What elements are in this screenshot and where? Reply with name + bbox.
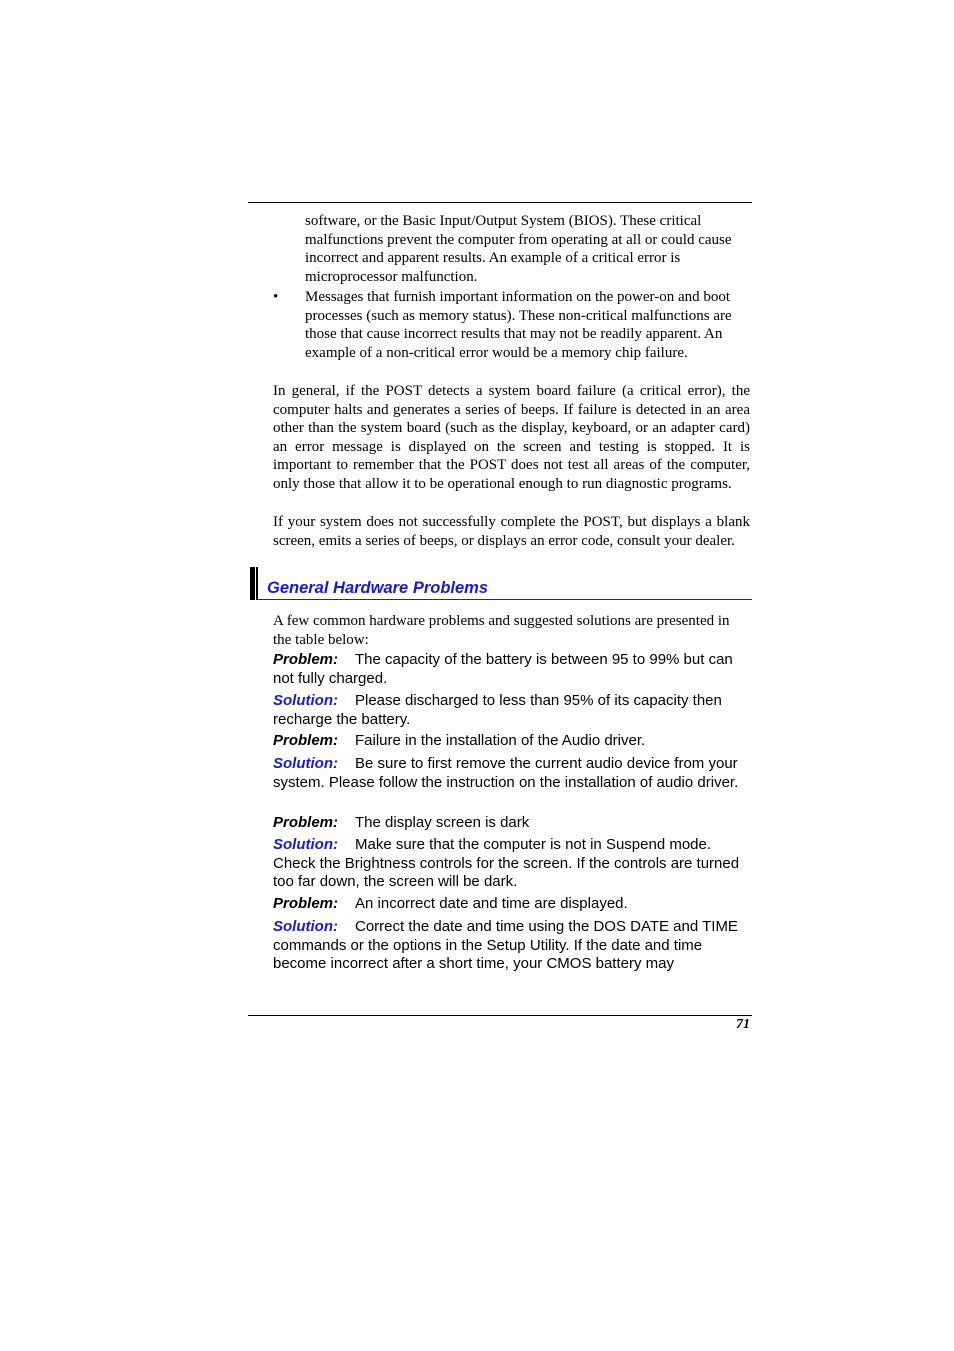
solution-text: Make sure that the computer is not in Suspend mode. Check the Brightness controls for the screen. If the controls are turned too far down, the screen will be dark.: [273, 836, 740, 891]
problem-1: [273, 651, 748, 688]
problem-label: Problem:: [273, 895, 339, 912]
problem-2: [273, 732, 748, 751]
solution-label: Solution:: [273, 836, 338, 853]
problem-text: The display screen is dark: [355, 814, 530, 831]
section-heading: General Hardware Problems: [267, 579, 489, 597]
solution-4: [273, 918, 748, 974]
problem-4: [273, 895, 748, 914]
heading-marker-thin: [256, 567, 258, 600]
problem-label: Problem:: [273, 814, 339, 831]
solution-text: Please discharged to less than 95% of its capacity then recharge the battery.: [273, 692, 722, 728]
solution-2: [273, 755, 748, 792]
solution-label: Solution:: [273, 755, 338, 772]
solution-label: Solution:: [273, 692, 338, 709]
bullet-icon: •: [273, 289, 279, 305]
solution-3: [273, 836, 748, 892]
bottom-rule: [248, 1015, 752, 1016]
top-rule: [248, 202, 752, 203]
solution-label: Solution:: [273, 918, 338, 935]
problem-label: Problem:: [273, 651, 339, 668]
bullet-item-text: Messages that furnish important information on the power-on and boot processes (such as memory status). These non-critical malfunctions are those that cause incorrect results that may not be readily apparent. An example of a non-critical error would be a memory chip failure.: [305, 289, 732, 361]
solution-1: [273, 692, 748, 729]
continued-bullet-text: software, or the Basic Input/Output System (BIOS). These critical malfunctions prevent the computer from operating at all or could cause incorrect and apparent results. An example of a critical error is microprocessor malfunction.: [305, 213, 732, 285]
page-number: 71: [736, 1017, 750, 1032]
problem-label: Problem:: [273, 732, 339, 749]
problem-3: [273, 814, 748, 833]
solution-text: Correct the date and time using the DOS DATE and TIME commands or the options in the Setup Utility. If the date and time become incorrect after a short time, your CMOS battery may: [273, 918, 738, 973]
solution-text: Be sure to first remove the current audio device from your system. Please follow the instruction on the installation of audio driver.: [273, 755, 739, 791]
problem-text: Failure in the installation of the Audio driver.: [355, 732, 646, 749]
problem-text: The capacity of the battery is between 95 to 99% but can not fully charged.: [273, 651, 733, 687]
problem-text: An incorrect date and time are displayed.: [355, 895, 628, 912]
dealer-paragraph: If your system does not successfully complete the POST, but displays a blank screen, emits a series of beeps, or displays an error code, consult your dealer.: [273, 514, 750, 549]
intro-paragraph: A few common hardware problems and suggested solutions are presented in the table below:: [273, 613, 730, 648]
heading-underline: [258, 599, 752, 600]
post-paragraph: In general, if the POST detects a system board failure (a critical error), the computer halts and generates a series of beeps. If failure is detected in an area other than the system board (such as the display, keyboard, or an adapter card) an error message is displayed on the screen and testing is stopped. It is important to remember that the POST does not test all areas of the computer, only those that allow it to be operational enough to run diagnostic programs.: [273, 383, 750, 492]
heading-marker: [250, 567, 255, 600]
